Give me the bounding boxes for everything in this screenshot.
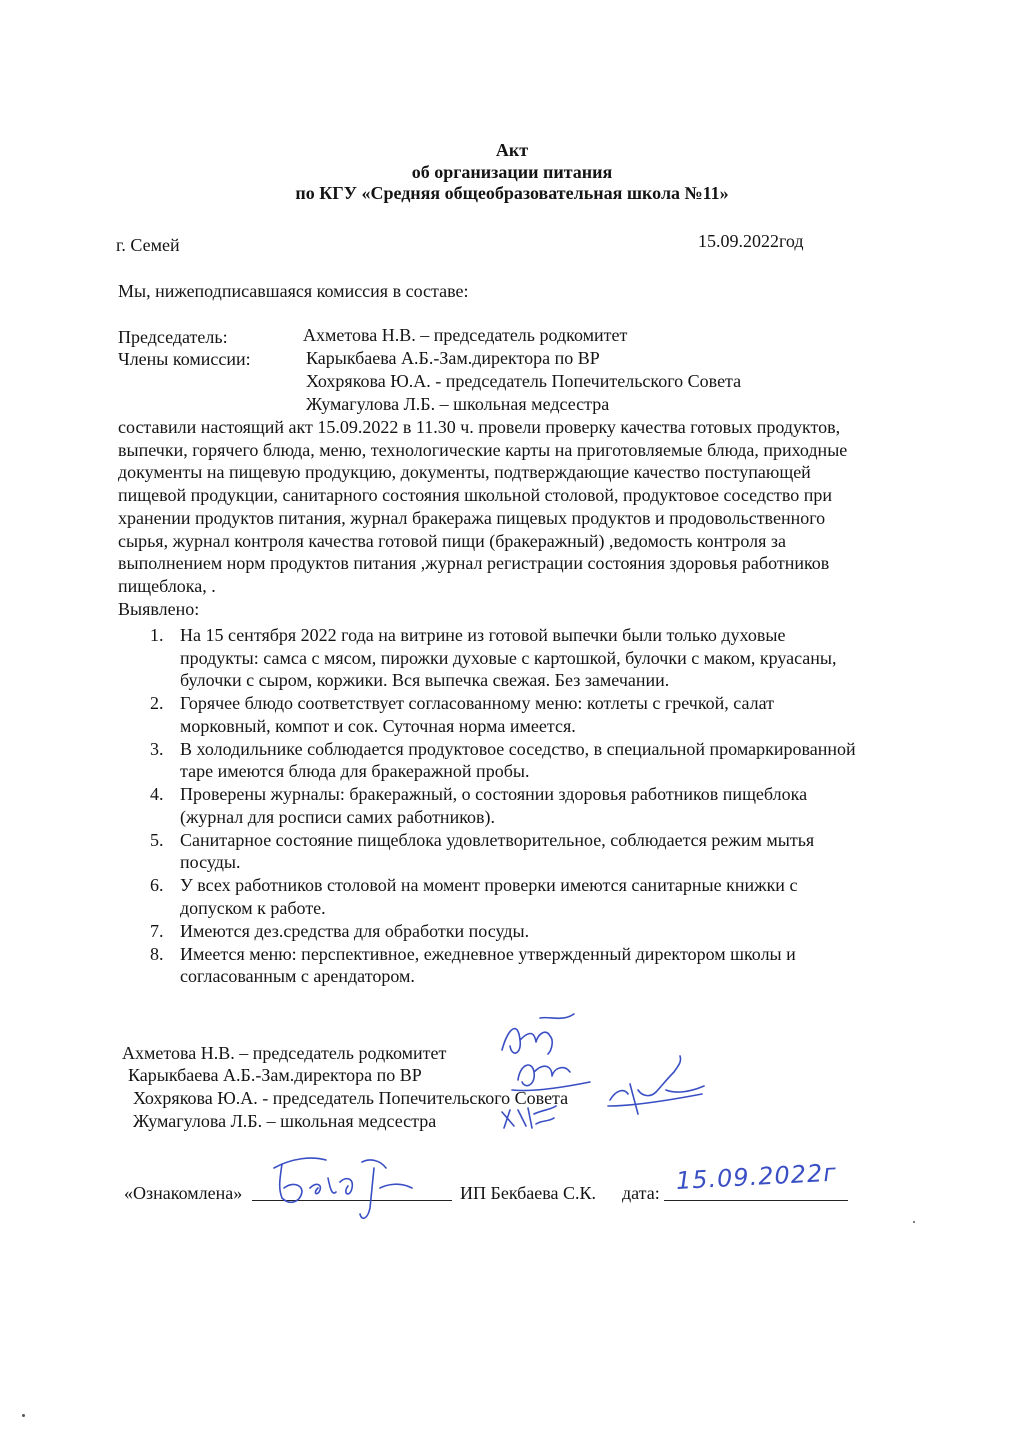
list-item	[150, 692, 950, 737]
item-number: 2.	[150, 693, 164, 713]
body-line: документы на пищевую продукцию, документы, подтверждающие качество поступающей	[118, 462, 811, 483]
list-item	[150, 624, 950, 692]
item-line: морковный, компот и сок. Суточная норма имеется.	[180, 715, 576, 736]
item-number: 4.	[150, 784, 164, 804]
item-number: 1.	[150, 625, 164, 645]
found-label: Выявлено:	[118, 598, 200, 619]
signature-4	[502, 1106, 556, 1128]
item-line: булочки с сыром, коржики. Вся выпечка свежая. Без замечании.	[180, 670, 670, 690]
item-number: 3.	[150, 738, 164, 759]
member-3: Жумагулова Л.Б. – школьная медсестра	[306, 394, 610, 414]
body-line: хранении продуктов питания, журнал бракеража пищевых продуктов и продовольственного	[118, 507, 826, 528]
signatory-3: Хохрякова Ю.А. - председатель Попечительского Совета	[133, 1088, 569, 1108]
signatory-2: Карыкбаева А.Б.-Зам.директора по ВР	[128, 1065, 422, 1085]
list-item	[150, 920, 950, 943]
intro-text: Мы, нижеподписавшаяся комиссия в составе:	[118, 281, 469, 301]
date-underline	[664, 1200, 848, 1201]
body-paragraph	[118, 416, 958, 620]
item-number: 5.	[150, 829, 164, 850]
scan-speck	[913, 1221, 915, 1223]
doc-title: Акт	[495, 140, 529, 160]
item-number: 6.	[150, 875, 164, 895]
item-line: У всех работников столовой на момент проверки имеются санитарные книжки с	[180, 875, 798, 895]
signature-3	[608, 1056, 704, 1114]
item-number: 7.	[150, 920, 164, 941]
scan-speck	[22, 1414, 25, 1417]
item-number: 8.	[150, 943, 164, 964]
item-line: таре имеются блюда для бракеражной пробы.	[180, 761, 530, 781]
item-line: Горячее блюдо соответствует согласованному меню: котлеты с гречкой, салат	[180, 693, 775, 713]
doc-date: 15.09.2022год	[698, 231, 804, 251]
date-label: дата:	[622, 1183, 660, 1203]
item-line: продукты: самса с мясом, пирожки духовые с картошкой, булочки с маком, круасаны,	[180, 647, 837, 668]
item-line: допуском к работе.	[180, 897, 326, 918]
doc-subtitle: об организации питания	[411, 162, 613, 182]
list-item	[150, 874, 950, 919]
item-line: Санитарное состояние пищеблока удовлетворительное, соблюдается режим мытья	[180, 829, 815, 850]
handwritten-date: 15.09.2022г	[675, 1158, 838, 1195]
place: г. Семей	[116, 235, 180, 255]
signatory-4: Жумагулова Л.Б. – школьная медсестра	[133, 1111, 437, 1131]
item-line: Имеется меню: перспективное, ежедневное утвержденный директором школы и	[180, 943, 796, 964]
member-2: Хохрякова Ю.А. - председатель Попечительского Совета	[306, 371, 742, 391]
list-item	[150, 943, 950, 988]
list-item	[150, 738, 950, 783]
list-item	[150, 783, 950, 828]
acknowledged-label: «Ознакомлена»	[124, 1183, 243, 1203]
body-line: выпечки, горячего блюда, меню, технологические карты на приготовляемые блюда, приходные	[118, 439, 848, 460]
signatory-1: Ахметова Н.В. – председатель родкомитет	[122, 1043, 447, 1063]
item-line: (журнал для росписи самих работников).	[180, 806, 496, 827]
member-1: Карыкбаева А.Б.-Зам.директора по ВР	[306, 348, 600, 368]
item-line: посуды.	[180, 852, 241, 872]
signature-1	[502, 1014, 574, 1054]
members-label: Члены комиссии:	[118, 349, 251, 369]
item-line: согласованным с арендатором.	[180, 966, 415, 986]
item-line: В холодильнике соблюдается продуктовое соседство, в специальной промаркированной	[180, 738, 856, 759]
acknowledged-name: ИП Бекбаева С.К.	[460, 1183, 597, 1203]
findings-list	[150, 624, 950, 988]
body-line: выполнением норм продуктов питания ,журнал регистрации состояния здоровья работников	[118, 553, 830, 574]
body-line: составили настоящий акт 15.09.2022 в 11.30 ч. провели проверку качества готовых продуктов,	[118, 417, 841, 437]
body-line: пищеблока, .	[118, 575, 216, 596]
item-line: На 15 сентября 2022 года на витрине из готовой выпечки были только духовые	[180, 625, 786, 645]
item-line: Проверены журналы: бракеражный, о состоянии здоровья работников пищеблока	[180, 784, 808, 804]
chair-label: Председатель:	[118, 327, 228, 347]
body-line: пищевой продукции, санитарного состояния школьной столовой, продуктовое соседство при	[118, 485, 833, 506]
chair-name: Ахметова Н.В. – председатель родкомитет	[303, 325, 628, 345]
signatures-ink	[490, 1010, 710, 1140]
signature-2	[512, 1065, 590, 1090]
doc-organization: по КГУ «Средняя общеобразовательная школа №11»	[295, 183, 729, 203]
acknowledgement-signature	[262, 1148, 422, 1228]
item-line: Имеются дез.средства для обработки посуды.	[180, 920, 530, 941]
list-item	[150, 829, 950, 874]
body-line: сырья, журнал контроля качества готовой пищи (бракеражный) ,ведомость контроля за	[118, 530, 787, 551]
